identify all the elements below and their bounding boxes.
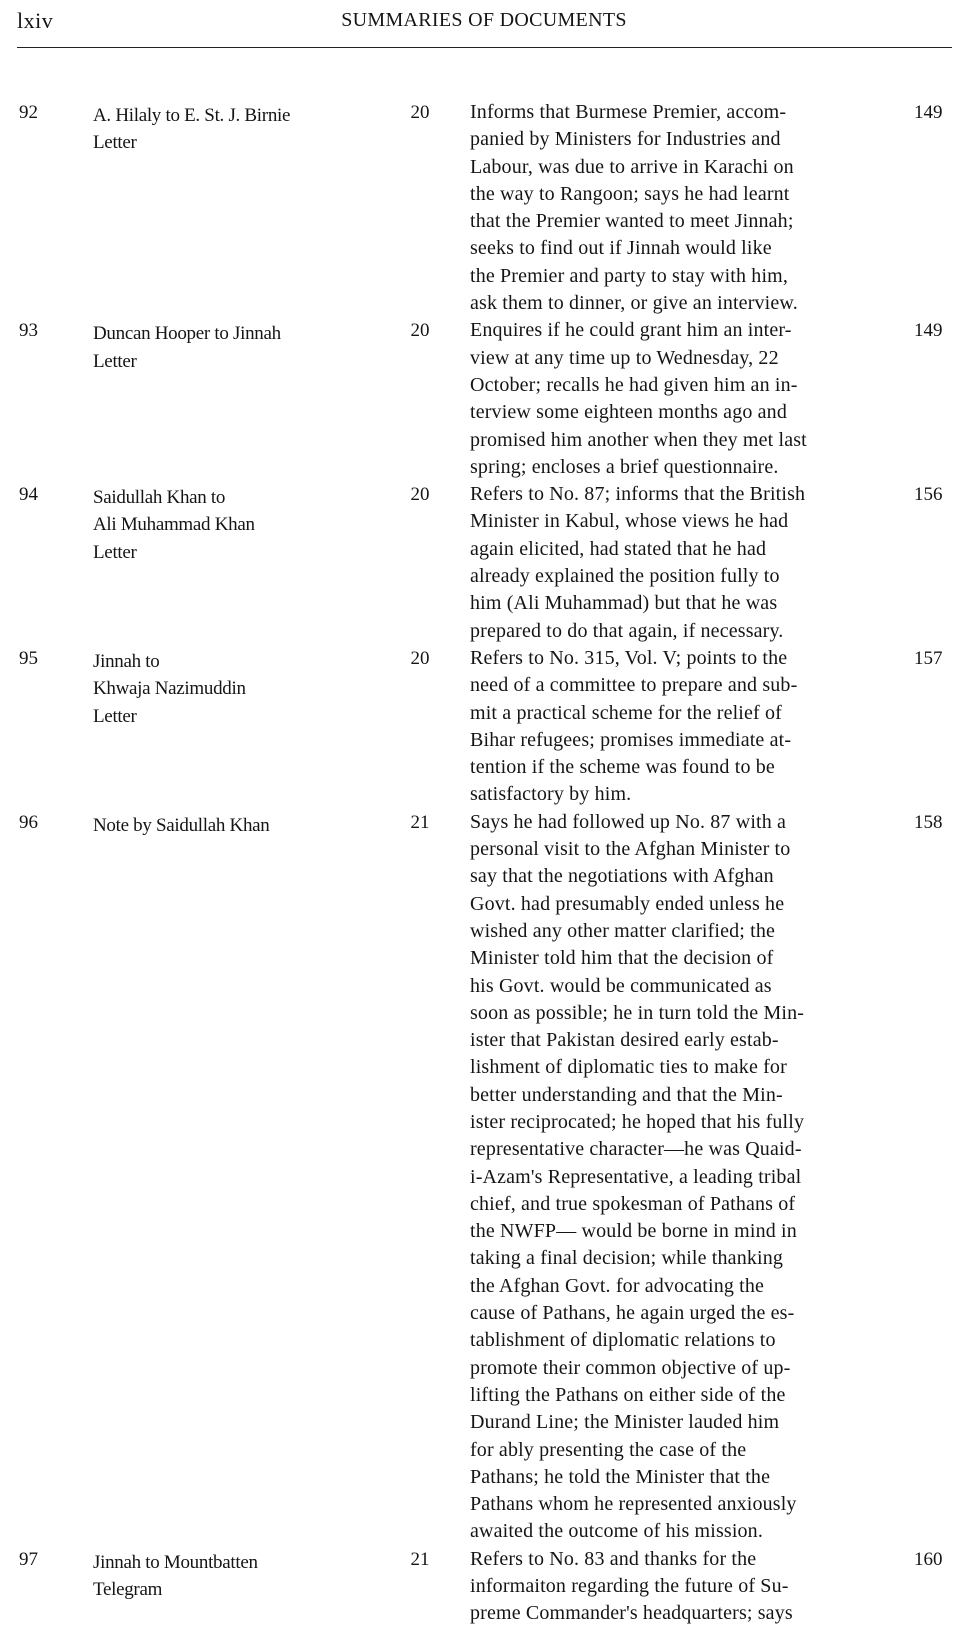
entry-page: 157	[914, 647, 943, 669]
entry-date: 21	[410, 811, 430, 833]
entry-title: Jinnah to Mountbatten Telegram	[93, 1551, 258, 1601]
entry-summary: Refers to No. 83 and thanks for the informaiton regarding the future of Su- preme Commander's headquarters; says	[470, 1547, 793, 1625]
entry-97	[0, 1546, 968, 1628]
entry-number: 93	[19, 320, 38, 342]
entry-page: 160	[914, 1548, 943, 1570]
entry-95	[0, 645, 968, 809]
entry-summary: Says he had followed up No. 87 with a personal visit to the Afghan Minister to say that the negotiations with Afghan Govt. had presumably ended unless he wished any other matter clarified; the Minister told him that the decision of his Govt. would be communicated as soon as possible; he in turn told the Min- ister that Pakistan desired early estab- lishment of diplomatic ties to make for better understanding and that the Min- ister reciprocated; he hoped that his fully representative character—he was Quaid- i-Azam's Representative, a leading tribal chief, and true spokesman of Pathans of the NWFP— would be borne in mind in taking a final decision; while thanking the Afghan Govt. for advocating the cause of Pathans, he again urged the es- tablishment of diplomatic relations to promote their common objective of up- lifting the Pathans on either side of the Durand Line; the Minister lauded him for ably presenting the case of the Pathans; he told the Minister that the Pathans whom he represented anxiously awaited the outcome of his mission.	[470, 810, 805, 1543]
entry-page: 149	[914, 102, 943, 123]
entry-date: 20	[410, 484, 430, 506]
entry-page: 158	[914, 811, 943, 833]
entry-date: 21	[410, 1548, 430, 1570]
entry-title: Jinnah to Khwaja Nazimuddin Letter	[93, 650, 246, 727]
entry-summary: Refers to No. 87; informs that the British Minister in Kabul, whose views he had again elicited, had stated that he had already explained the position fully to him (Ali Muhammad) but that he was prepared to do that again, if necessary.	[470, 483, 806, 642]
page-number: lxiv	[17, 8, 54, 33]
entry-96	[0, 809, 968, 1546]
entry-summary: Refers to No. 315, Vol. V; points to the need of a committee to prepare and sub- mit a practical scheme for the relief of Bihar refugees; promises immediate at- tention if the scheme was found to be satisfactory by him.	[470, 646, 798, 806]
entry-page: 149	[914, 320, 943, 342]
entry-93	[0, 317, 968, 481]
entry-summary: Informs that Burmese Premier, accom- panied by Ministers for Industries and Labour, was due to arrive in Karachi on the way to Rangoon; says he had learnt that the Premier wanted to meet Jinnah; seeks to find out if Jinnah would like the Premier and party to stay with him, ask them to dinner, or give an interview.	[470, 101, 798, 315]
document-entries	[0, 99, 968, 1628]
entry-summary: Enquires if he could grant him an inter- view at any time up to Wednesday, 22 October; recalls he had given him an in- terview some eighteen months ago and promised him another when they met last spring; encloses a brief questionnaire.	[470, 319, 807, 478]
entry-title: Note by Saidullah Khan	[93, 814, 270, 836]
running-title: SUMMARIES OF DOCUMENTS	[341, 9, 627, 31]
entry-page: 156	[914, 484, 943, 506]
entry-number: 96	[19, 811, 38, 833]
entry-number: 92	[19, 102, 38, 123]
entry-number: 97	[19, 1548, 38, 1570]
header-rule	[17, 47, 952, 48]
entry-94	[0, 481, 968, 645]
entry-title: Duncan Hooper to Jinnah Letter	[93, 323, 281, 372]
entry-92	[0, 99, 968, 317]
entry-number: 94	[19, 484, 38, 506]
entry-number: 95	[19, 647, 38, 669]
entry-date: 20	[410, 102, 430, 123]
entry-title: Saidullah Khan to Ali Muhammad Khan Letter	[93, 487, 255, 563]
entry-title: A. Hilaly to E. St. J. Birnie Letter	[93, 105, 291, 154]
entry-date: 20	[410, 647, 430, 669]
entry-date: 20	[410, 320, 430, 342]
page-header	[0, 0, 968, 50]
